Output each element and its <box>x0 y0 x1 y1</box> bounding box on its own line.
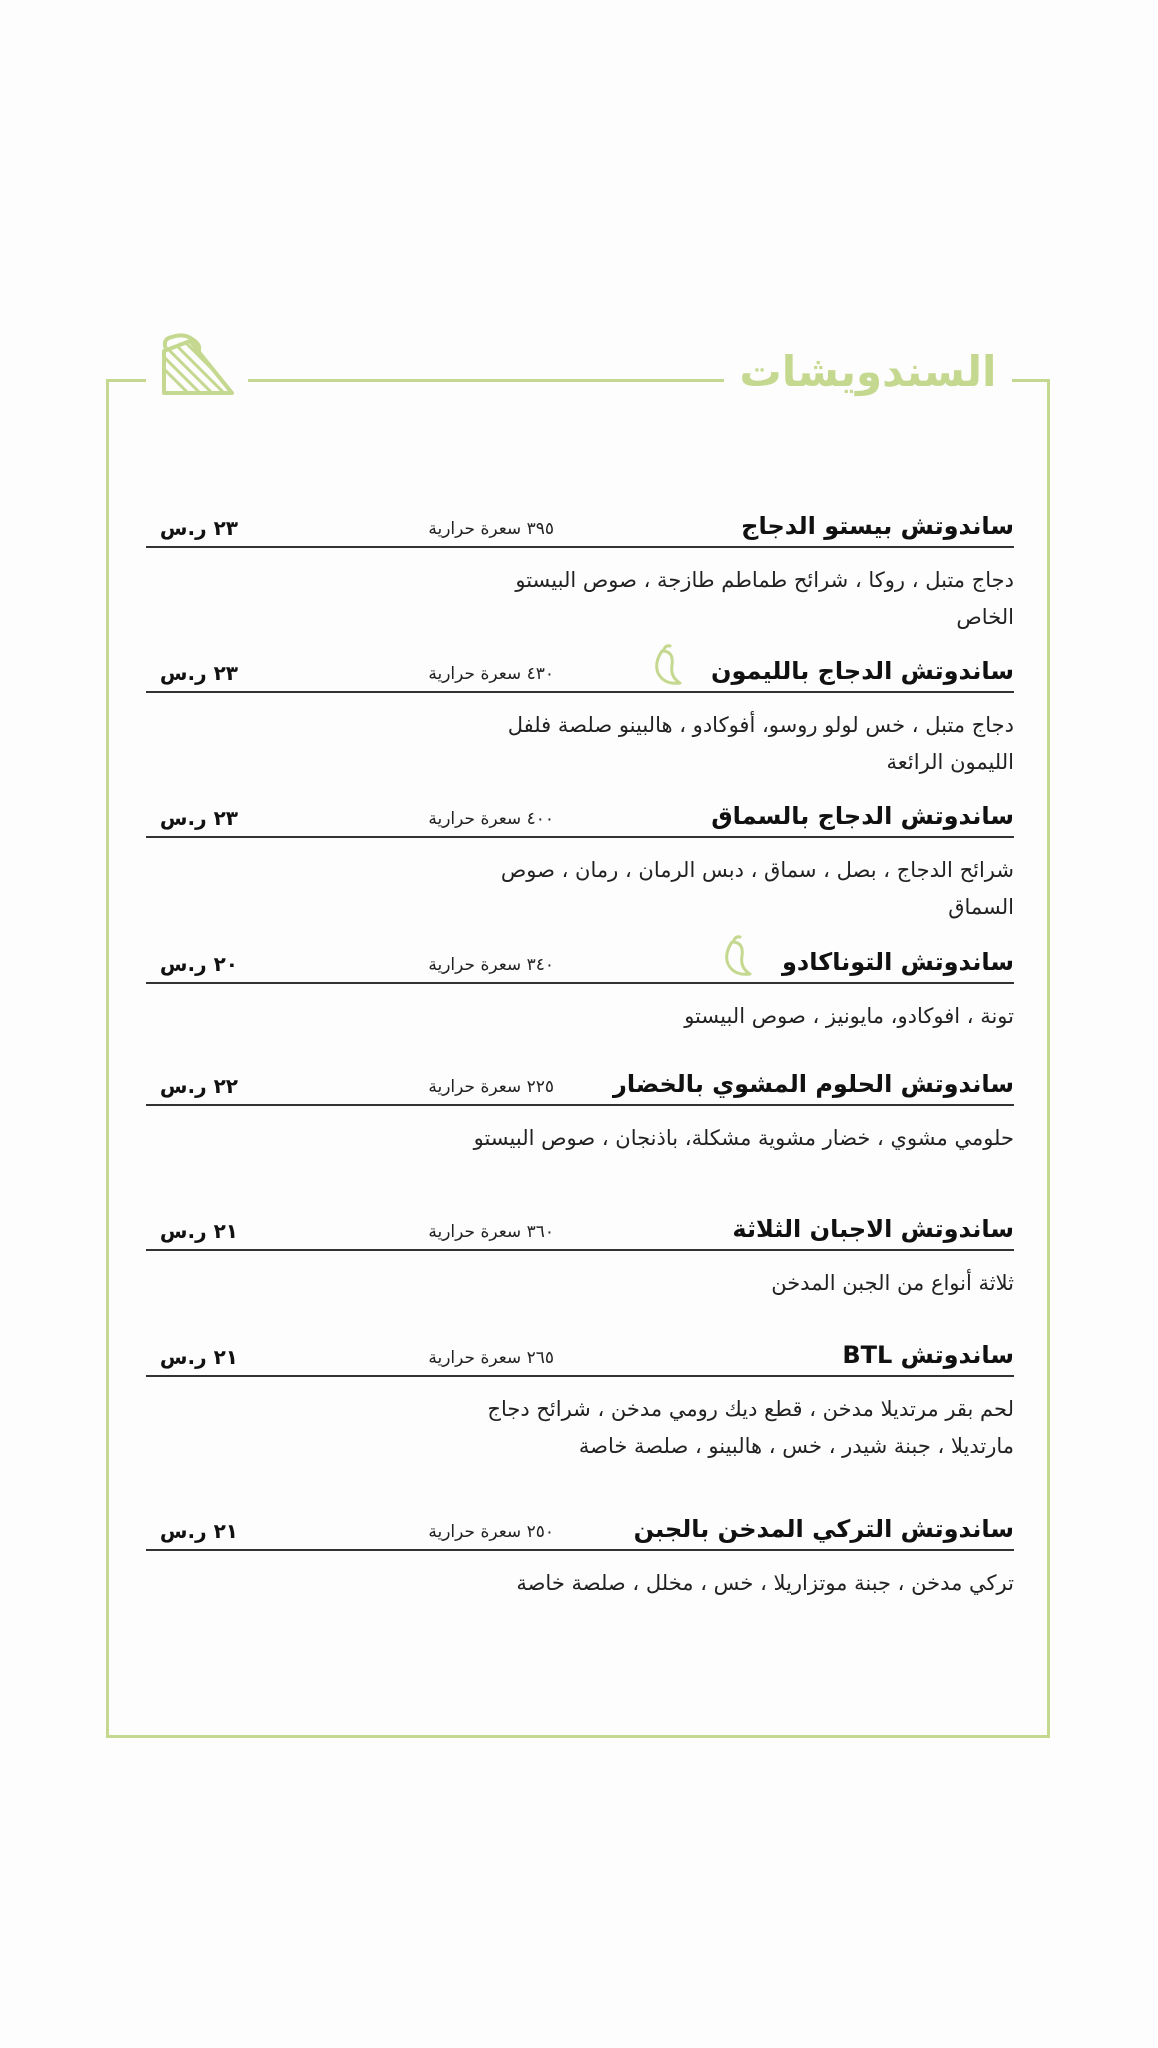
item-description: تركي مدخن ، جبنة موتزاريلا ، خس ، مخلل ، صلصة خاصة <box>516 1571 1014 1595</box>
item-description: دجاج متبل ، روكا ، شرائح طماطم طازجة ، صوص البيستو الخاص <box>515 568 1014 629</box>
item-calories: ٢٥٠ سعرة حرارية <box>428 1522 554 1542</box>
item-price: ٢٠ ر.س <box>159 952 238 976</box>
section-title: السندويشات <box>739 347 997 396</box>
item-price: ٢٣ ر.س <box>159 806 238 830</box>
item-calories: ٢٢٥ سعرة حرارية <box>428 1077 554 1097</box>
item-description: ثلاثة أنواع من الجبن المدخن <box>771 1271 1014 1295</box>
item-calories: ٤٣٠ سعرة حرارية <box>428 664 554 684</box>
item-name: ساندوتش بيستو الدجاج <box>741 512 1014 540</box>
item-description: تونة ، افوكادو، مايونيز ، صوص البيستو <box>684 1004 1014 1028</box>
item-name: ساندوتش الاجبان الثلاثة <box>732 1215 1014 1243</box>
sandwich-icon <box>158 333 238 397</box>
menu-item <box>146 792 1014 919</box>
frame-top-right <box>1012 379 1050 382</box>
item-price: ٢٣ ر.س <box>159 516 238 540</box>
item-description: حلومي مشوي ، خضار مشوية مشكلة، باذنجان ، صوص البيستو <box>473 1126 1014 1150</box>
item-calories: ٢٦٥ سعرة حرارية <box>428 1348 554 1368</box>
menu-item <box>146 502 1014 629</box>
item-description: شرائح الدجاج ، بصل ، سماق ، دبس الرمان ، رمان ، صوص السماق <box>500 858 1014 919</box>
menu-item <box>146 1205 1014 1295</box>
frame-top-left <box>106 379 146 382</box>
item-price: ٢١ ر.س <box>159 1219 238 1243</box>
menu-item <box>146 1331 1014 1458</box>
item-description: لحم بقر مرتديلا مدخن ، قطع ديك رومي مدخن ، شرائح دجاج مارتديلا ، جبنة شيدر ، خس ، هالبينو ، صلصة خاصة <box>487 1397 1014 1458</box>
item-price: ٢١ ر.س <box>159 1345 238 1369</box>
chili-pepper-icon <box>644 643 684 687</box>
item-calories: ٣٦٠ سعرة حرارية <box>428 1222 554 1242</box>
item-price: ٢٢ ر.س <box>159 1074 238 1098</box>
item-name: ساندوتش الدجاج بالسماق <box>711 802 1014 830</box>
item-name: ساندوتش BTL <box>842 1341 1014 1369</box>
item-calories: ٤٠٠ سعرة حرارية <box>428 809 554 829</box>
item-description: دجاج متبل ، خس لولو روسو، أفوكادو ، هالبينو صلصة فلفل الليمون الرائعة <box>507 713 1014 774</box>
item-name: ساندوتش التركي المدخن بالجبن <box>633 1515 1014 1543</box>
item-name: ساندوتش التوناكادو <box>781 948 1014 976</box>
menu-item <box>146 647 1014 774</box>
menu-item <box>146 1060 1014 1150</box>
item-name: ساندوتش الدجاج بالليمون <box>710 657 1014 685</box>
frame-top-middle <box>248 379 724 382</box>
menu-item <box>146 1505 1014 1595</box>
item-calories: ٣٩٥ سعرة حرارية <box>428 519 554 539</box>
item-name: ساندوتش الحلوم المشوي بالخضار <box>613 1070 1014 1098</box>
chili-pepper-icon <box>714 934 754 978</box>
item-calories: ٣٤٠ سعرة حرارية <box>428 955 554 975</box>
item-price: ٢٣ ر.س <box>159 661 238 685</box>
menu-item <box>146 938 1014 1028</box>
item-price: ٢١ ر.س <box>159 1519 238 1543</box>
